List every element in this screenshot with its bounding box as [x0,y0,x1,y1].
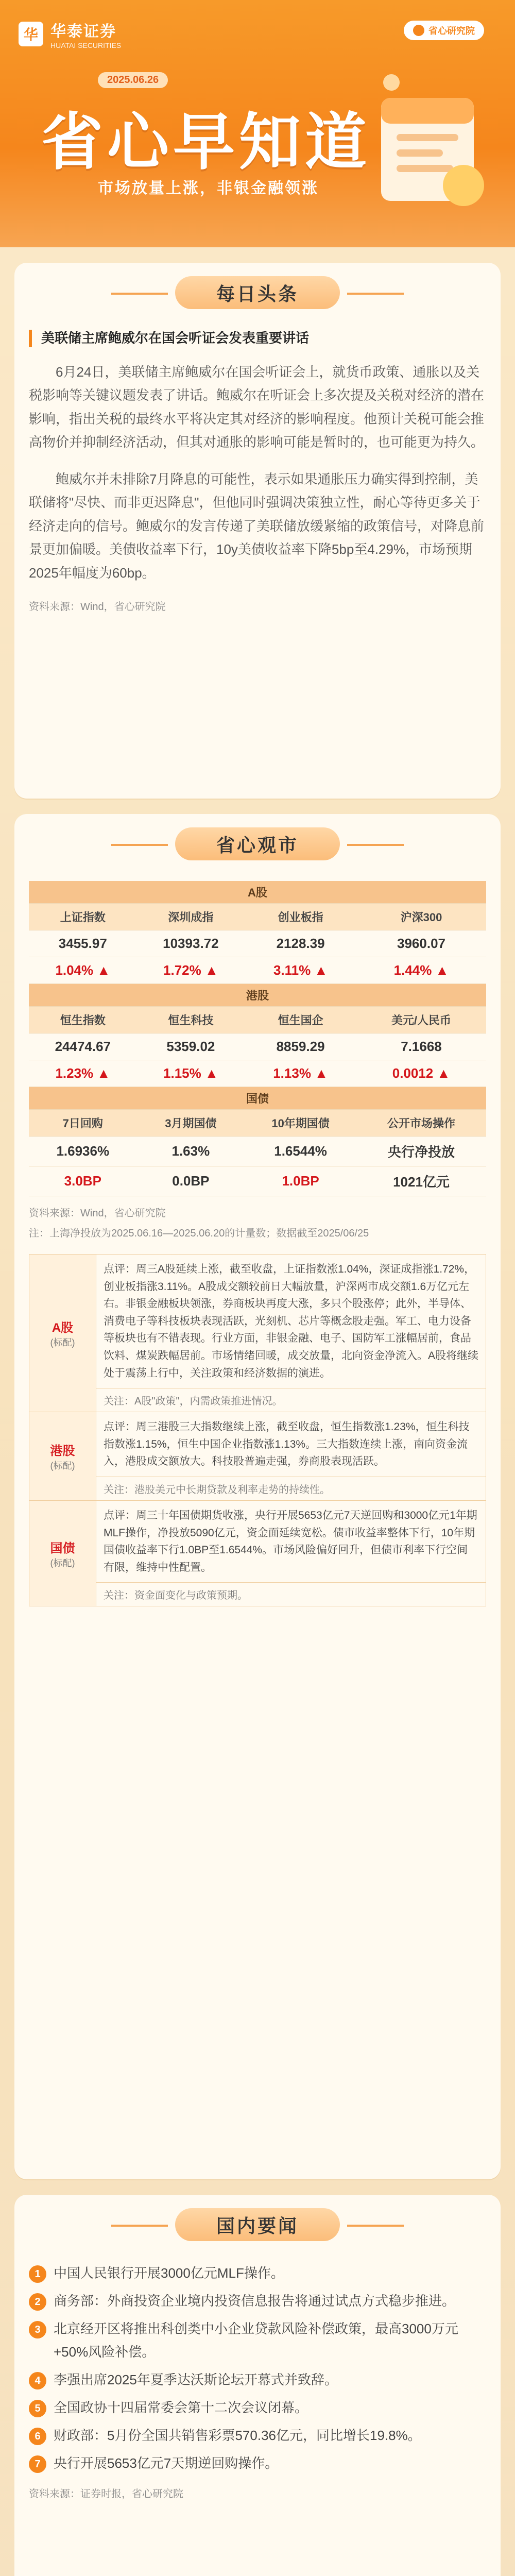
opinion-label: A股 (标配) [29,1255,96,1412]
bond-header: 10年期国债 [245,1110,356,1137]
huatai-logo-icon: 华 [19,22,43,46]
item-number: 5 [29,2400,46,2417]
page-slogan: 市场放量上涨，非银金融领涨 [98,180,319,197]
bond-band: 国债 [29,1087,486,1110]
headline-section-title: 每日头条 [175,276,340,309]
market-opinion-table [29,1254,486,1606]
list-item: 2 商务部：外商投资企业境内投资信息报告将通过试点方式稳步推进。 [29,2290,486,2312]
list-item: 1 中国人民银行开展3000亿元MLF操作。 [29,2262,486,2284]
opinion-focus: 关注：资金面变化与政策预期。 [96,1583,486,1606]
hk-share-header: 恒生科技 [137,1007,245,1033]
item-number: 1 [29,2265,46,2283]
headline-paragraph-1: 6月24日，美联储主席鲍威尔在国会听证会上，就货币政策、通胀以及关税影响等关键议题发表了讲话。鲍威尔在听证会上多次提及关税对经济的潜在影响，指出关税的最终水平将决定其对经济的影响程度。他预计关税可能会推高物价并抑制经济活动，但其对通胀的影响可能是暂时的，也可能更为持久。 [29,364,485,450]
research-brand-badge [404,21,484,40]
bond-header: 公开市场操作 [356,1110,486,1137]
a-share-change: 1.72% ▲ [137,957,245,984]
hk-share-change: 1.13% ▲ [245,1060,356,1087]
list-item: 6 财政部：5月份全国共销售彩票570.36亿元，同比增长19.8%。 [29,2424,486,2447]
opinion-text: 点评：周三十年国债期货收涨，央行开展5653亿元7天逆回购和3000亿元1年期MLF操作，净投放5090亿元，资金面延续宽松。债市收益率整体下行，10年期国债收益率下行1.0BP至1.6544%。市场风险偏好回升，但债市利率下行空间有限，维持中性配置。 [96,1500,486,1582]
company-logo [19,19,121,49]
calendar-illustration-icon [360,62,494,216]
opinion-text: 点评：周三A股延续上涨，截至收盘，上证指数涨1.04%，深证成指涨1.72%，创业板指涨3.11%。A股成交额较前日大幅放量，沪深两市成交额1.6万亿元左右。非银金融板块领涨，券商板块再度大涨，多只个股涨停；此外，半导体、消费电子等科技板块表现活跃，光刻机、芯片等概念股走强。军工、电力设备等板块也有不错表现。行业方面，非银金融、电子、国防军工涨幅居前，食品饮料、煤炭跌幅居前。市场情绪回暖，成交放量，北向资金净流入。A股将继续处于震荡上行中，关注政策和经济数据的演进。 [96,1255,486,1388]
list-item: 4 李强出席2025年夏季达沃斯论坛开幕式并致辞。 [29,2368,486,2391]
market-source: 资料来源：Wind，省心研究院 [29,1208,166,1219]
item-number: 3 [29,2321,46,2338]
a-share-value: 2128.39 [245,930,356,957]
a-share-header: 创业板指 [245,904,356,930]
opinion-focus: 关注：港股美元中长期贷款及利率走势的持续性。 [96,1477,486,1500]
hk-share-value: 8859.29 [245,1033,356,1060]
market-section [14,814,501,2179]
hk-share-header: 恒生国企 [245,1007,356,1033]
hk-share-change: 1.15% ▲ [137,1060,245,1087]
issue-date: 2025.06.26 [98,72,168,88]
a-share-band: A股 [29,881,486,904]
opinion-focus: 关注：A股"政策"，内需政策推进情况。 [96,1388,486,1412]
hk-share-value: 5359.02 [137,1033,245,1060]
a-share-value: 3960.07 [356,930,486,957]
market-section-title: 省心观市 [175,827,340,860]
domestic-news-section [14,2195,501,2576]
brand-icon [413,25,424,36]
hk-share-band: 港股 [29,984,486,1007]
a-share-change: 1.04% ▲ [29,957,137,984]
bond-header: 3月期国债 [137,1110,245,1137]
headline-article-title: 美联储主席鲍威尔在国会听证会发表重要讲话 [29,330,486,347]
company-name: 华泰证券 [50,23,116,40]
bond-value: 央行净投放 [356,1137,486,1166]
a-share-change: 1.44% ▲ [356,957,486,984]
research-brand-label: 省心研究院 [428,26,475,36]
opinion-label: 港股 (标配) [29,1412,96,1501]
company-name-en: HUATAI SECURITIES [50,41,122,49]
bond-header: 7日回购 [29,1110,137,1137]
hk-share-header: 恒生指数 [29,1007,137,1033]
a-share-header: 深圳成指 [137,904,245,930]
opinion-label: 国债 (标配) [29,1500,96,1606]
a-share-value: 10393.72 [137,930,245,957]
a-share-header: 沪深300 [356,904,486,930]
hk-share-change: 1.23% ▲ [29,1060,137,1087]
bond-value: 1.6936% [29,1137,137,1166]
item-number: 7 [29,2455,46,2473]
hk-share-value: 24474.67 [29,1033,137,1060]
bond-value: 1.63% [137,1137,245,1166]
list-item: 5 全国政协十四届常委会第十二次会议闭幕。 [29,2396,486,2419]
item-number: 2 [29,2293,46,2311]
item-number: 6 [29,2428,46,2445]
bond-change: 1.0BP [245,1166,356,1196]
opinion-text: 点评：周三港股三大指数继续上涨，截至收盘，恒生指数涨1.23%，恒生科技指数涨1.15%，恒生中国企业指数涨1.13%。三大指数连续上涨，南向资金流入，港股成交额放大。科技股普遍走强，券商股表现活跃。 [96,1412,486,1477]
list-item: 3 北京经开区将推出科创类中小企业贷款风险补偿政策，最高3000万元+50%风险补偿。 [29,2317,486,2363]
list-item: 7 央行开展5653亿元7天期逆回购操作。 [29,2452,486,2475]
bond-change: 3.0BP [29,1166,137,1196]
hero-banner [0,0,515,247]
market-table [29,881,486,1196]
market-note: 注：上海净投放为2025.06.16—2025.06.20的计量数；数据截至2025/06/25 [29,1228,369,1239]
bond-value: 1.6544% [245,1137,356,1166]
a-share-header: 上证指数 [29,904,137,930]
domestic-source: 资料来源：证券时报，省心研究院 [29,2488,183,2500]
bond-change: 0.0BP [137,1166,245,1196]
a-share-value: 3455.97 [29,930,137,957]
headline-section [14,263,501,799]
hk-share-header: 美元/人民币 [356,1007,486,1033]
headline-paragraph-2: 鲍威尔并未排除7月降息的可能性，表示如果通胀压力确实得到控制，美联储将"尽快、而非更迟降息"，但他同时强调决策独立性，耐心等待更多关于经济走向的信号。鲍威尔的发言传递了美联储放缓紧缩的政策信号，对降息前景更加偏暖。美债收益率下行，10y美债收益率下降5bp至4.29%，市场预期2025年幅度为60bp。 [29,471,485,581]
hk-share-value: 7.1668 [356,1033,486,1060]
bond-change: 1021亿元 [356,1166,486,1196]
domestic-section-title: 国内要闻 [175,2208,340,2241]
item-number: 4 [29,2372,46,2389]
headline-source: 资料来源：Wind，省心研究院 [29,601,166,613]
a-share-change: 3.11% ▲ [245,957,356,984]
page-title: 省心早知道 [41,108,371,177]
hk-share-change: 0.0012 ▲ [356,1060,486,1087]
